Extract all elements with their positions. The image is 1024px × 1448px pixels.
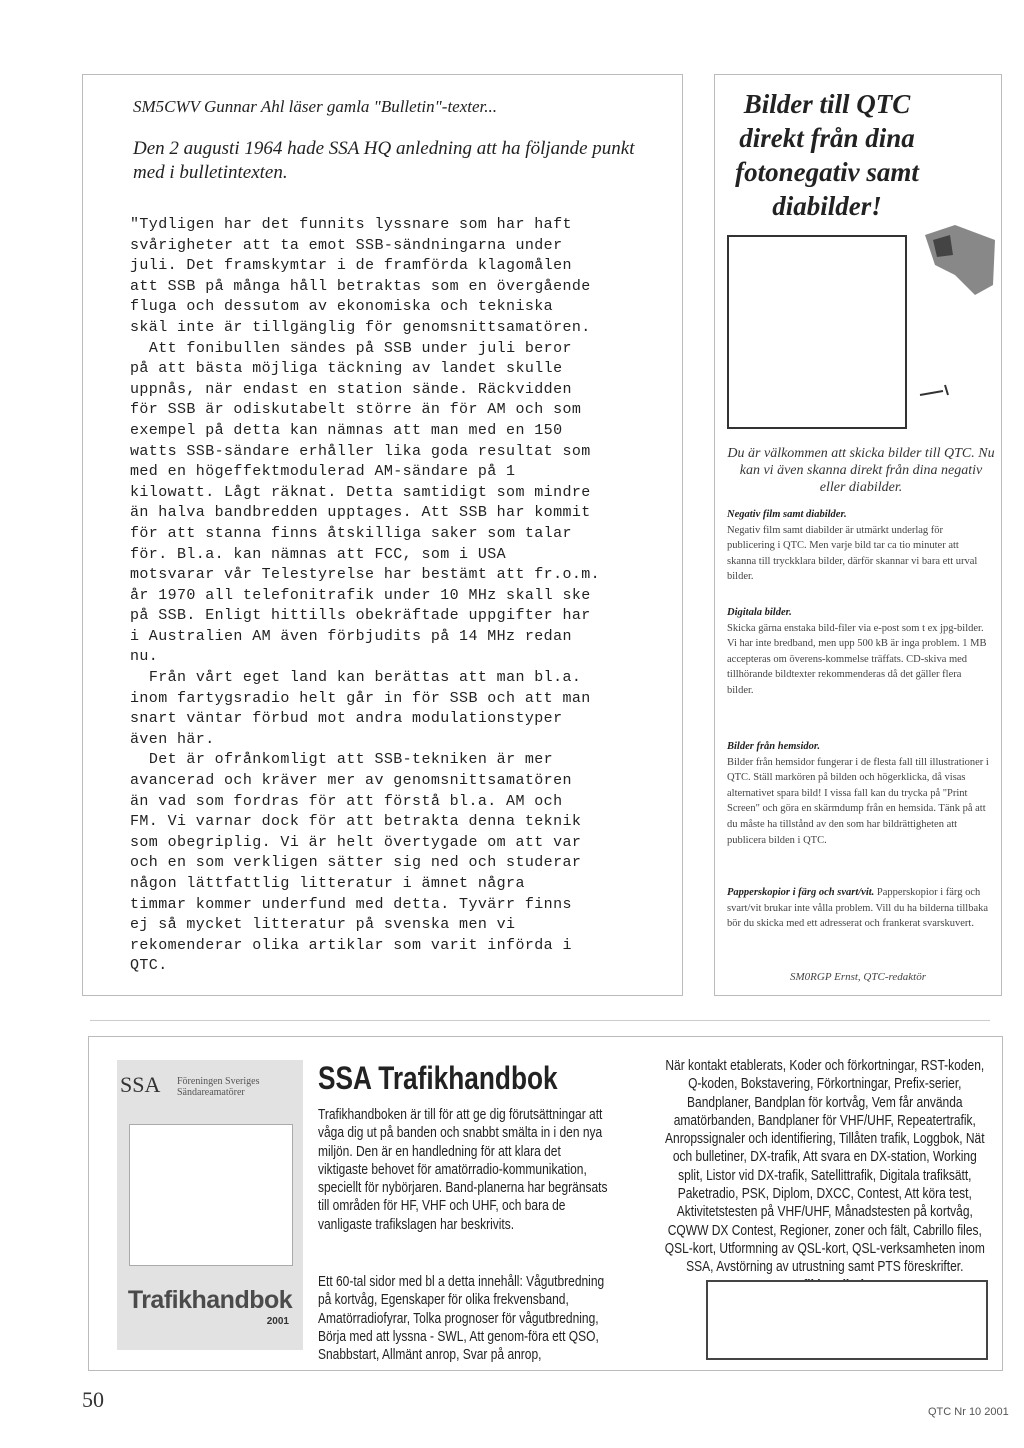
- ad-title: SSA Trafikhandbok: [318, 1060, 558, 1096]
- divider: [90, 1020, 990, 1021]
- section-text: Skicka gärna enstaka bild-filer via e-post som t ex jpg-bilder. Vi har inte bredband, men upp 500 kB är inga problem. 1 MB accepteras om överens-kommelse träffats. CD-skiva med tillhörande bildtexter rekommenderas då det gäller flera bilder.: [727, 622, 987, 696]
- section-title: Negativ film samt diabilder.: [727, 509, 847, 520]
- page-number: 50: [82, 1387, 104, 1412]
- section-title: Digitala bilder.: [727, 607, 792, 618]
- photo-info-box: [714, 74, 1002, 996]
- cover-image-placeholder: [129, 1124, 293, 1266]
- order-box: [706, 1280, 988, 1360]
- hand-holding-negative-illustration: [915, 195, 1001, 405]
- cover-ssa-logo: SSA: [120, 1072, 161, 1097]
- bulletin-box: [82, 74, 683, 996]
- ad-description: Trafikhandboken är till för att ge dig förutsättningar att våga dig ut på banden och snabbt smälta in i den nya miljön. Den är en handledning för att klara det viktigaste behovet för amatörradio-kommunikation, speciellt för nybörjaren. Band-planerna har begränsats till områden för HF, VHF och UHF, och bara de vanligaste trafikslagen har beskrivits.: [318, 1106, 608, 1233]
- section-title: Papperskopior i färg och svart/vit.: [727, 887, 875, 898]
- cover-year: 2001: [266, 1316, 289, 1327]
- bulletin-intro: SM5CWV Gunnar Ahl läser gamla "Bulletin"-texter...: [133, 97, 498, 116]
- photo-section-web: [727, 739, 989, 848]
- photo-section-paper: [727, 885, 989, 932]
- photo-frame-placeholder: [727, 235, 907, 429]
- cover-org-name: Föreningen Sveriges Sändareamatörer: [177, 1076, 260, 1098]
- book-cover: [117, 1060, 303, 1350]
- editor-signature: SM0RGP Ernst, QTC-redaktör: [790, 971, 926, 983]
- cover-title: Trafikhandbok: [127, 1286, 293, 1314]
- bulletin-lead: Den 2 augusti 1964 hade SSA HQ anledning att ha följande punkt med i bulletintexten.: [133, 138, 635, 183]
- ad-topics: [660, 1057, 990, 1295]
- issue-label: QTC Nr 10 2001: [928, 1406, 1009, 1418]
- section-text: Bilder från hemsidor fungerar i de flesta fall till illustrationer i QTC. Ställ markören på bilden och högerklicka, då visas alternativet spara bild! I vissa fall kan du trycka på "Print Screen" och göra en skärmdump från en hemsida. Tänk på att du måste ha tillstånd av den som har bildrättigheten att publicera bilden i QTC.: [727, 756, 989, 846]
- section-title: Bilder från hemsidor.: [727, 741, 821, 752]
- ad-contents: Ett 60-tal sidor med bl a detta innehåll: Vågutbredning på kortvåg, Egenskaper för olika frekvensband, Amatörradiofyrar, Tolka prognoser för vågutbredning, Börja med att lyssna - SWL, Att genom-föra ett QSO, Snabbstart, Allmänt anrop, Svar på anrop,: [318, 1273, 605, 1364]
- section-text: Papperskopior i färg och svart/vit brukar inte vålla problem. Vill du ha bilderna tillbaka bör du skicka med ett adresserat och frankerat svarskuvert.: [727, 887, 989, 930]
- photo-section-negative: [727, 507, 989, 585]
- bulletin-body: "Tydligen har det funnits lyssnare som har haft svårigheter att ta emot SSB-sändningarna under juli. Det framskymtar i de framförda klagomålen att SSB på många håll betraktas som en övergående fluga och dessutom av ekonomiska och tekniska skäl inte är tillgänglig för genomsnittsamatören. Att fonibullen sändes på SSB under juli beror på att bästa möjliga täckning av landet skulle uppnås, när endast en station sände. Räckvidden för SSB är odiskutabelt större än för AM och som exempel på detta kan nämnas att man med en 150 watts SSB-sändare erhåller lika goda resultat som med en högeffektmodulerad AM-sändare på 1 kilowatt. Lågt räknat. Detta samtidigt som mindre än halva bandbredden upptages. Att SSB har kommit för att stanna finns åtskilliga saker som talar för. Bl.a. kan nämnas att FCC, som i USA motsvarar vår Telestyrelse har bestämt att fr.o.m. år 1970 all telefonitrafik under 10 MHz skall ske på SSB. Enligt hittills obekräftade uppgifter har i Australien AM även förbjudits på 14 MHz redan nu. Från vårt eget land kan berättas att man bl.a. inom fartygsradio helt går in för SSB och att man snart väntar förbud mot andra modulationstyper även här. Det är ofrånkomligt att SSB-tekniken är mer avancerad och kräver mer av genomsnittsamatören än vad som fordras för att förstå bl.a. AM och FM. Vi varnar dock för att betrakta denna teknik som obegriplig. Vi är helt övertygade om att var och en som verkligen sätter sig ned och studerar någon lättfattlig litteratur i ämnet några timmar kommer underfund med detta. Tyvärr finns ej så mycket litteratur på svenska men vi rekomenderar olika artiklar som varit införda i QTC.: [130, 216, 601, 975]
- photo-section-digital: [727, 605, 989, 699]
- ad-topics-text: När kontakt etablerats, Koder och förkortningar, RST-koden, Q-koden, Bokstavering, Förkortningar, Prefix-serier, Bandplaner, Bandplan för kortvåg, Vem får använda amatörbanden, Bandplaner för VHF/UHF, Repeatertrafik, Anropssignaler och identifiering, Tillåten trafik, Loggbok, Nät och bulletiner, DX-trafik, Att svara en DX-station, Working split, Listor vid DX-trafik, Satellittrafik, Digitala trafiksätt, Paketradio, PSK, Diplom, DXCC, Contest, Att köra test, Aktivitetstesten på VHF/UHF, Månadstesten på kortvåg, CQWW DX Contest, Regioner, zoner och fält, Cabrillo files, QSL-kort, Utformning av QSL-kort, QSL-verksamheten inom SSA, Avstörning av utrustning samt PTS föreskrifter.: [664, 1057, 985, 1276]
- section-text: Negativ film samt diabilder är utmärkt underlag för publicering i QTC. Men varje bild tar ca tio minuter att skanna till tryckklara bilder, därför skannar vi bara ett urval bilder.: [727, 524, 978, 583]
- photo-heading: Bilder till QTC direkt från dina fotonegativ samt diabilder!: [735, 89, 919, 221]
- photo-welcome-text: Du är välkommen att skicka bilder till QTC. Nu kan vi även skanna direkt från dina negativ eller diabilder.: [727, 446, 995, 495]
